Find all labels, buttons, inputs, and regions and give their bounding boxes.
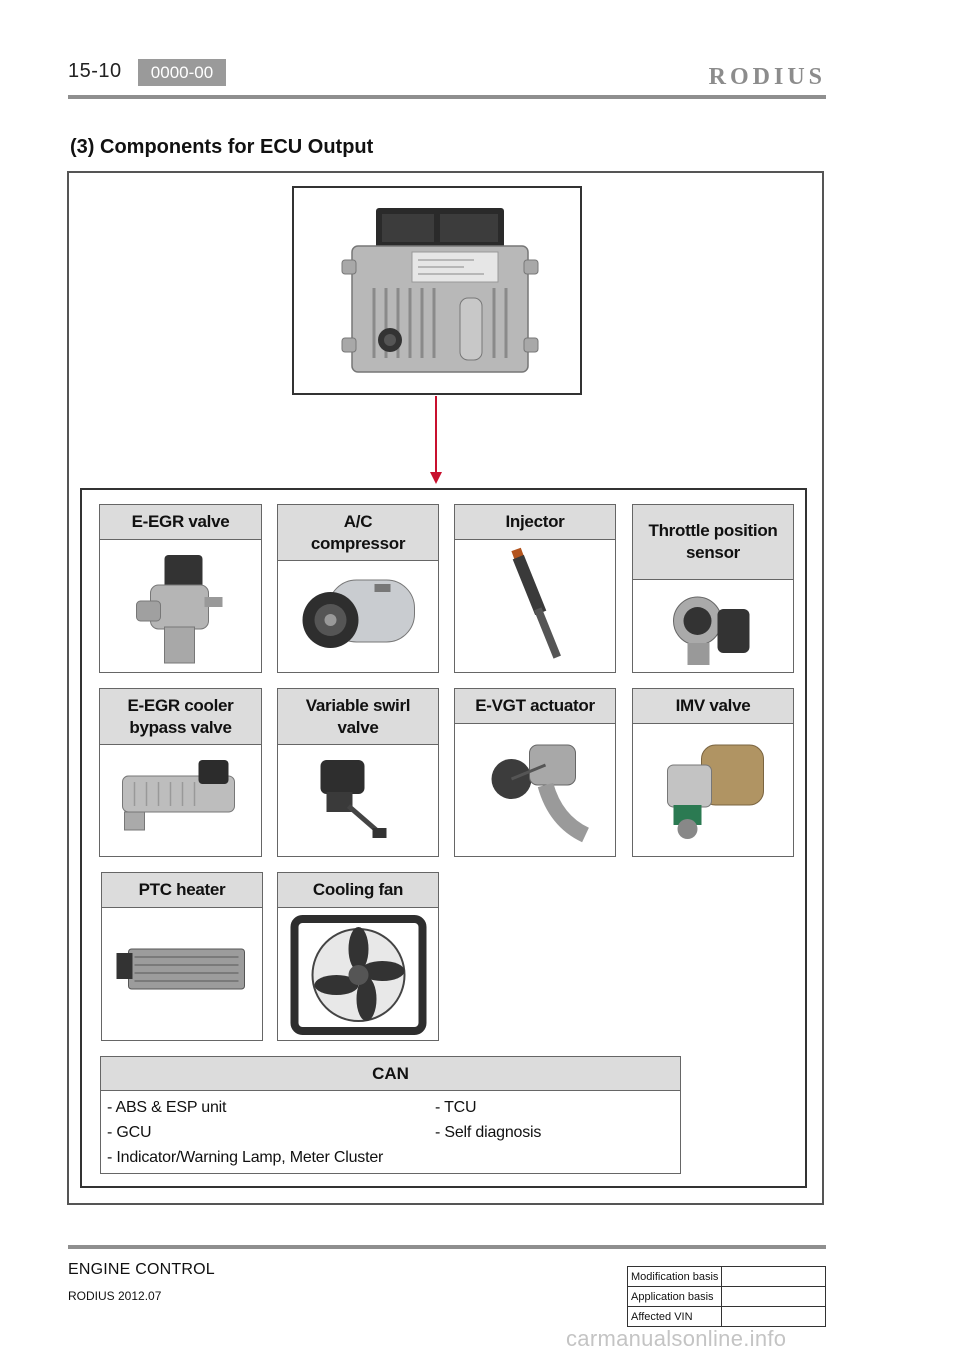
component-card-ptc-heater	[101, 872, 263, 1041]
component-label: Variable swirl valve	[278, 689, 438, 745]
modification-basis-value	[722, 1267, 826, 1287]
footer-divider	[68, 1245, 826, 1249]
component-label: Throttle position sensor	[633, 505, 793, 580]
component-card-imv-valve	[632, 688, 794, 857]
header-divider	[68, 95, 826, 99]
footer-model-date: RODIUS 2012.07	[68, 1289, 162, 1303]
can-item-self-diagnosis: - Self diagnosis	[435, 1124, 542, 1141]
watermark: carmanualsonline.info	[566, 1326, 787, 1351]
component-card-egr-cooler-bypass-valve	[99, 688, 262, 857]
can-title: CAN	[101, 1057, 680, 1091]
component-card-egr-valve	[99, 504, 262, 673]
can-item-abs-esp: - ABS & ESP unit	[107, 1099, 227, 1116]
component-label: Cooling fan	[278, 873, 438, 908]
footer-section-name: ENGINE CONTROL	[68, 1261, 215, 1278]
component-card-cooling-fan	[277, 872, 439, 1041]
ecu-image-box	[292, 186, 582, 395]
can-table	[100, 1056, 681, 1174]
ptc-heater-photo-icon	[102, 909, 262, 1040]
table-row	[628, 1307, 826, 1327]
can-item-indicator: - Indicator/Warning Lamp, Meter Cluster	[107, 1149, 384, 1166]
imv-valve-photo-icon	[633, 725, 793, 856]
throttle-position-sensor-photo-icon	[633, 581, 793, 672]
section-title: (3) Components for ECU Output	[70, 136, 374, 158]
component-card-variable-swirl-valve	[277, 688, 439, 857]
component-card-ac-compressor	[277, 504, 439, 673]
component-card-injector	[454, 504, 616, 673]
egr-cooler-bypass-valve-photo-icon	[100, 746, 261, 856]
component-label: IMV valve	[633, 689, 793, 724]
modification-basis-label: Modification basis	[628, 1267, 722, 1287]
injector-photo-icon	[455, 541, 615, 672]
section-code-badge: 0000-00	[138, 59, 226, 86]
output-arrow-head	[430, 472, 442, 484]
can-item-gcu: - GCU	[107, 1124, 152, 1141]
table-row	[628, 1287, 826, 1307]
page-number: 15-10	[68, 60, 122, 82]
component-card-vgt-actuator	[454, 688, 616, 857]
component-label: E-VGT actuator	[455, 689, 615, 724]
brand-logo: RODIUS	[708, 64, 826, 90]
can-item-tcu: - TCU	[435, 1099, 477, 1116]
component-label: E-EGR cooler bypass valve	[100, 689, 261, 745]
modification-table	[627, 1266, 826, 1327]
vgt-actuator-photo-icon	[455, 725, 615, 856]
application-basis-label: Application basis	[628, 1287, 722, 1307]
affected-vin-label: Affected VIN	[628, 1307, 722, 1327]
table-row	[628, 1267, 826, 1287]
component-label: A/C compressor	[278, 505, 438, 561]
ac-compressor-photo-icon	[278, 562, 438, 672]
variable-swirl-valve-photo-icon	[278, 746, 438, 856]
affected-vin-value	[722, 1307, 826, 1327]
egr-valve-photo-icon	[100, 541, 261, 672]
component-label: PTC heater	[102, 873, 262, 908]
component-card-throttle-position-sensor	[632, 504, 794, 673]
output-arrow-line	[435, 396, 437, 472]
ecu-photo-icon	[294, 188, 580, 393]
application-basis-value	[722, 1287, 826, 1307]
cooling-fan-photo-icon	[278, 909, 438, 1040]
component-label: Injector	[455, 505, 615, 540]
component-label: E-EGR valve	[100, 505, 261, 540]
